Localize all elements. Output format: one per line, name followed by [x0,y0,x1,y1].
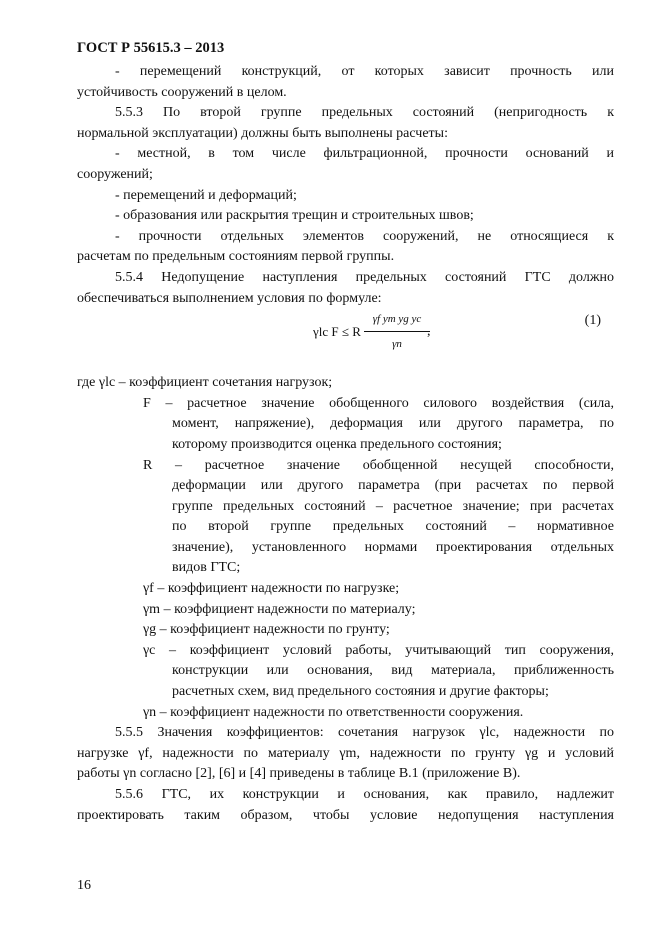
text-line: устойчивость сооружений в целом. [77,84,287,100]
formula-1 [77,309,614,373]
definition-R-cont: деформации или другого параметра (при расчетах по первой [172,478,614,494]
formula-lhs: γlc F ≤ R [313,324,361,340]
definition-F-cont: момент, напряжение), деформация или другого параметра, по [172,416,614,432]
definition-gc-cont: расчетных схем, вид предельного состояния и другие факторы; [172,684,549,700]
text-line: - перемещений конструкций, от которых зависит прочность или [115,64,614,79]
definition-R-cont: по второй группе предельных состояний – нормативное [172,519,614,535]
page-body [77,62,614,826]
text-line: обеспечиваться выполнением условия по формуле: [77,290,382,306]
formula-comma: , [427,324,431,340]
definition-F-cont: которому производится оценка предельного состояния; [172,436,502,452]
page-number: 16 [77,878,91,893]
text-line: - местной, в том числе фильтрационной, прочности оснований и [115,146,614,162]
text-line: расчетам по предельным состояниям первой группы. [77,249,395,265]
formula-numerator: γf ym yg yc [364,309,430,332]
text-line: - перемещений и деформаций; [115,187,297,203]
definition-R-cont: видов ГТС; [172,560,241,576]
definition-gn: γn – коэффициент надежности по ответственности сооружения. [143,704,524,720]
text-line: 5.5.4 Недопущение наступления предельных состояний ГТС должно [115,269,614,285]
text-line: сооружений; [77,166,153,182]
formula-fraction [364,309,430,354]
text-line: нормальной эксплуатации) должны быть выполнены расчеты: [77,125,448,141]
definition-gg: γg – коэффициент надежности по грунту; [143,622,390,638]
formula-denominator: γn [392,337,402,350]
text-line: 5.5.5 Значения коэффициентов: сочетания нагрузок γlc, надежности по [115,725,614,741]
text-line: проектировать таким образом, чтобы условие недопущения наступления [77,807,614,823]
definition-gc: γc – коэффициент условий работы, учитывающий тип сооружения, [143,642,614,658]
definition-where: где γlc – коэффициент сочетания нагрузок; [77,375,333,391]
text-line: 5.5.3 По второй группе предельных состояний (непригодность к [115,105,614,121]
text-line: нагрузке γf, надежности по материалу γm, надежности по грунту γg и условий [77,745,614,761]
definition-gc-cont: конструкции или основания, вид материала, приближенность [172,663,614,679]
formula-number: (1) [584,313,601,329]
document-header: ГОСТ Р 55615.3 – 2013 [77,40,225,56]
text-line: - образования или раскрытия трещин и строительных швов; [115,208,474,224]
text-line: - прочности отдельных элементов сооружений, не относящиеся к [115,228,614,244]
definition-R-cont: значение), установленного нормами проектирования отдельных [172,539,614,555]
text-line: 5.5.6 ГТС, их конструкции и основания, как правило, надлежит [115,787,614,802]
definition-F: F – расчетное значение обобщенного силового воздействия (сила, [143,395,614,411]
definition-R-cont: группе предельных состояний – расчетное значение; при расчетах [172,498,614,514]
definition-R: R – расчетное значение обобщенной несущей способности, [143,457,614,473]
text-line: работы γn согласно [2], [6] и [4] приведены в таблице В.1 (приложение В). [77,766,521,782]
definition-gf: γf – коэффициент надежности по нагрузке; [143,581,400,597]
definition-gm: γm – коэффициент надежности по материалу; [143,601,416,617]
